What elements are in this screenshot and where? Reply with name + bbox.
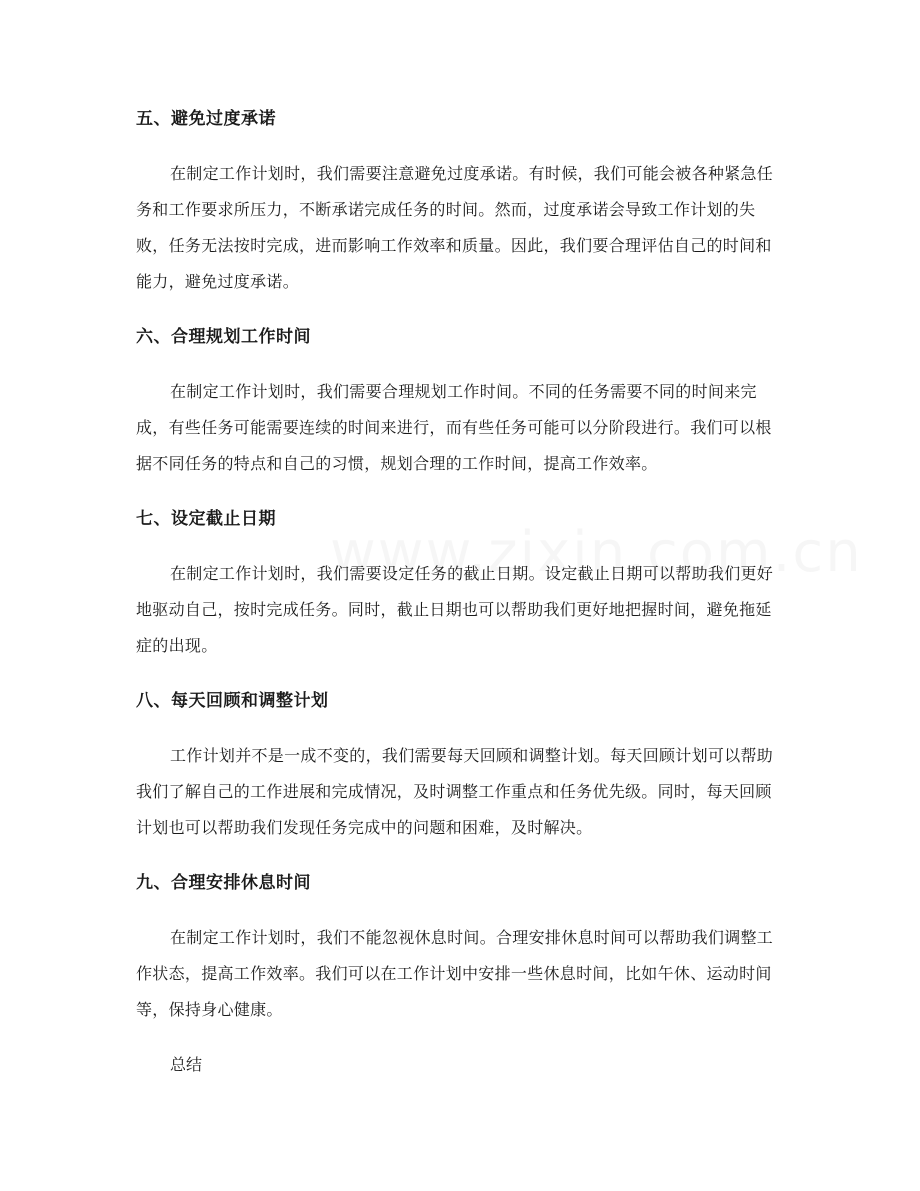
section-8 — [136, 686, 786, 846]
section-5 — [136, 104, 786, 300]
section-paragraph: 工作计划并不是一成不变的，我们需要每天回顾和调整计划。每天回顾计划可以帮助我们了解自己的工作进展和完成情况，及时调整工作重点和任务优先级。同时，每天回顾计划也可以帮助我们发现任务完成中的问题和困难，及时解决。 — [136, 746, 774, 837]
document-body — [136, 104, 786, 1080]
section-9 — [136, 868, 786, 1028]
section-heading: 六、合理规划工作时间 — [136, 327, 311, 347]
section-6 — [136, 322, 786, 482]
section-paragraph: 在制定工作计划时，我们需要合理规划工作时间。不同的任务需要不同的时间来完成，有些任务可能需要连续的时间来进行，而有些任务可能可以分阶段进行。我们可以根据不同任务的特点和自己的习惯，规划合理的工作时间，提高工作效率。 — [136, 382, 772, 473]
section-heading: 八、每天回顾和调整计划 — [136, 691, 329, 711]
summary-label: 总结 — [170, 1055, 203, 1074]
section-7 — [136, 504, 786, 664]
section-paragraph: 在制定工作计划时，我们需要设定任务的截止日期。设定截止日期可以帮助我们更好地驱动自己，按时完成任务。同时，截止日期也可以帮助我们更好地把握时间，避免拖延症的出现。 — [136, 564, 774, 655]
section-heading: 九、合理安排休息时间 — [136, 873, 311, 893]
section-paragraph: 在制定工作计划时，我们需要注意避免过度承诺。有时候，我们可能会被各种紧急任务和工作要求所压力，不断承诺完成任务的时间。然而，过度承诺会导致工作计划的失败，任务无法按时完成，进而影响工作效率和质量。因此，我们要合理评估自己的时间和能力，避免过度承诺。 — [136, 164, 774, 291]
section-paragraph: 在制定工作计划时，我们不能忽视休息时间。合理安排休息时间可以帮助我们调整工作状态，提高工作效率。我们可以在工作计划中安排一些休息时间，比如午休、运动时间等，保持身心健康。 — [136, 928, 774, 1019]
section-heading: 七、设定截止日期 — [136, 509, 276, 529]
section-heading: 五、避免过度承诺 — [136, 109, 276, 129]
